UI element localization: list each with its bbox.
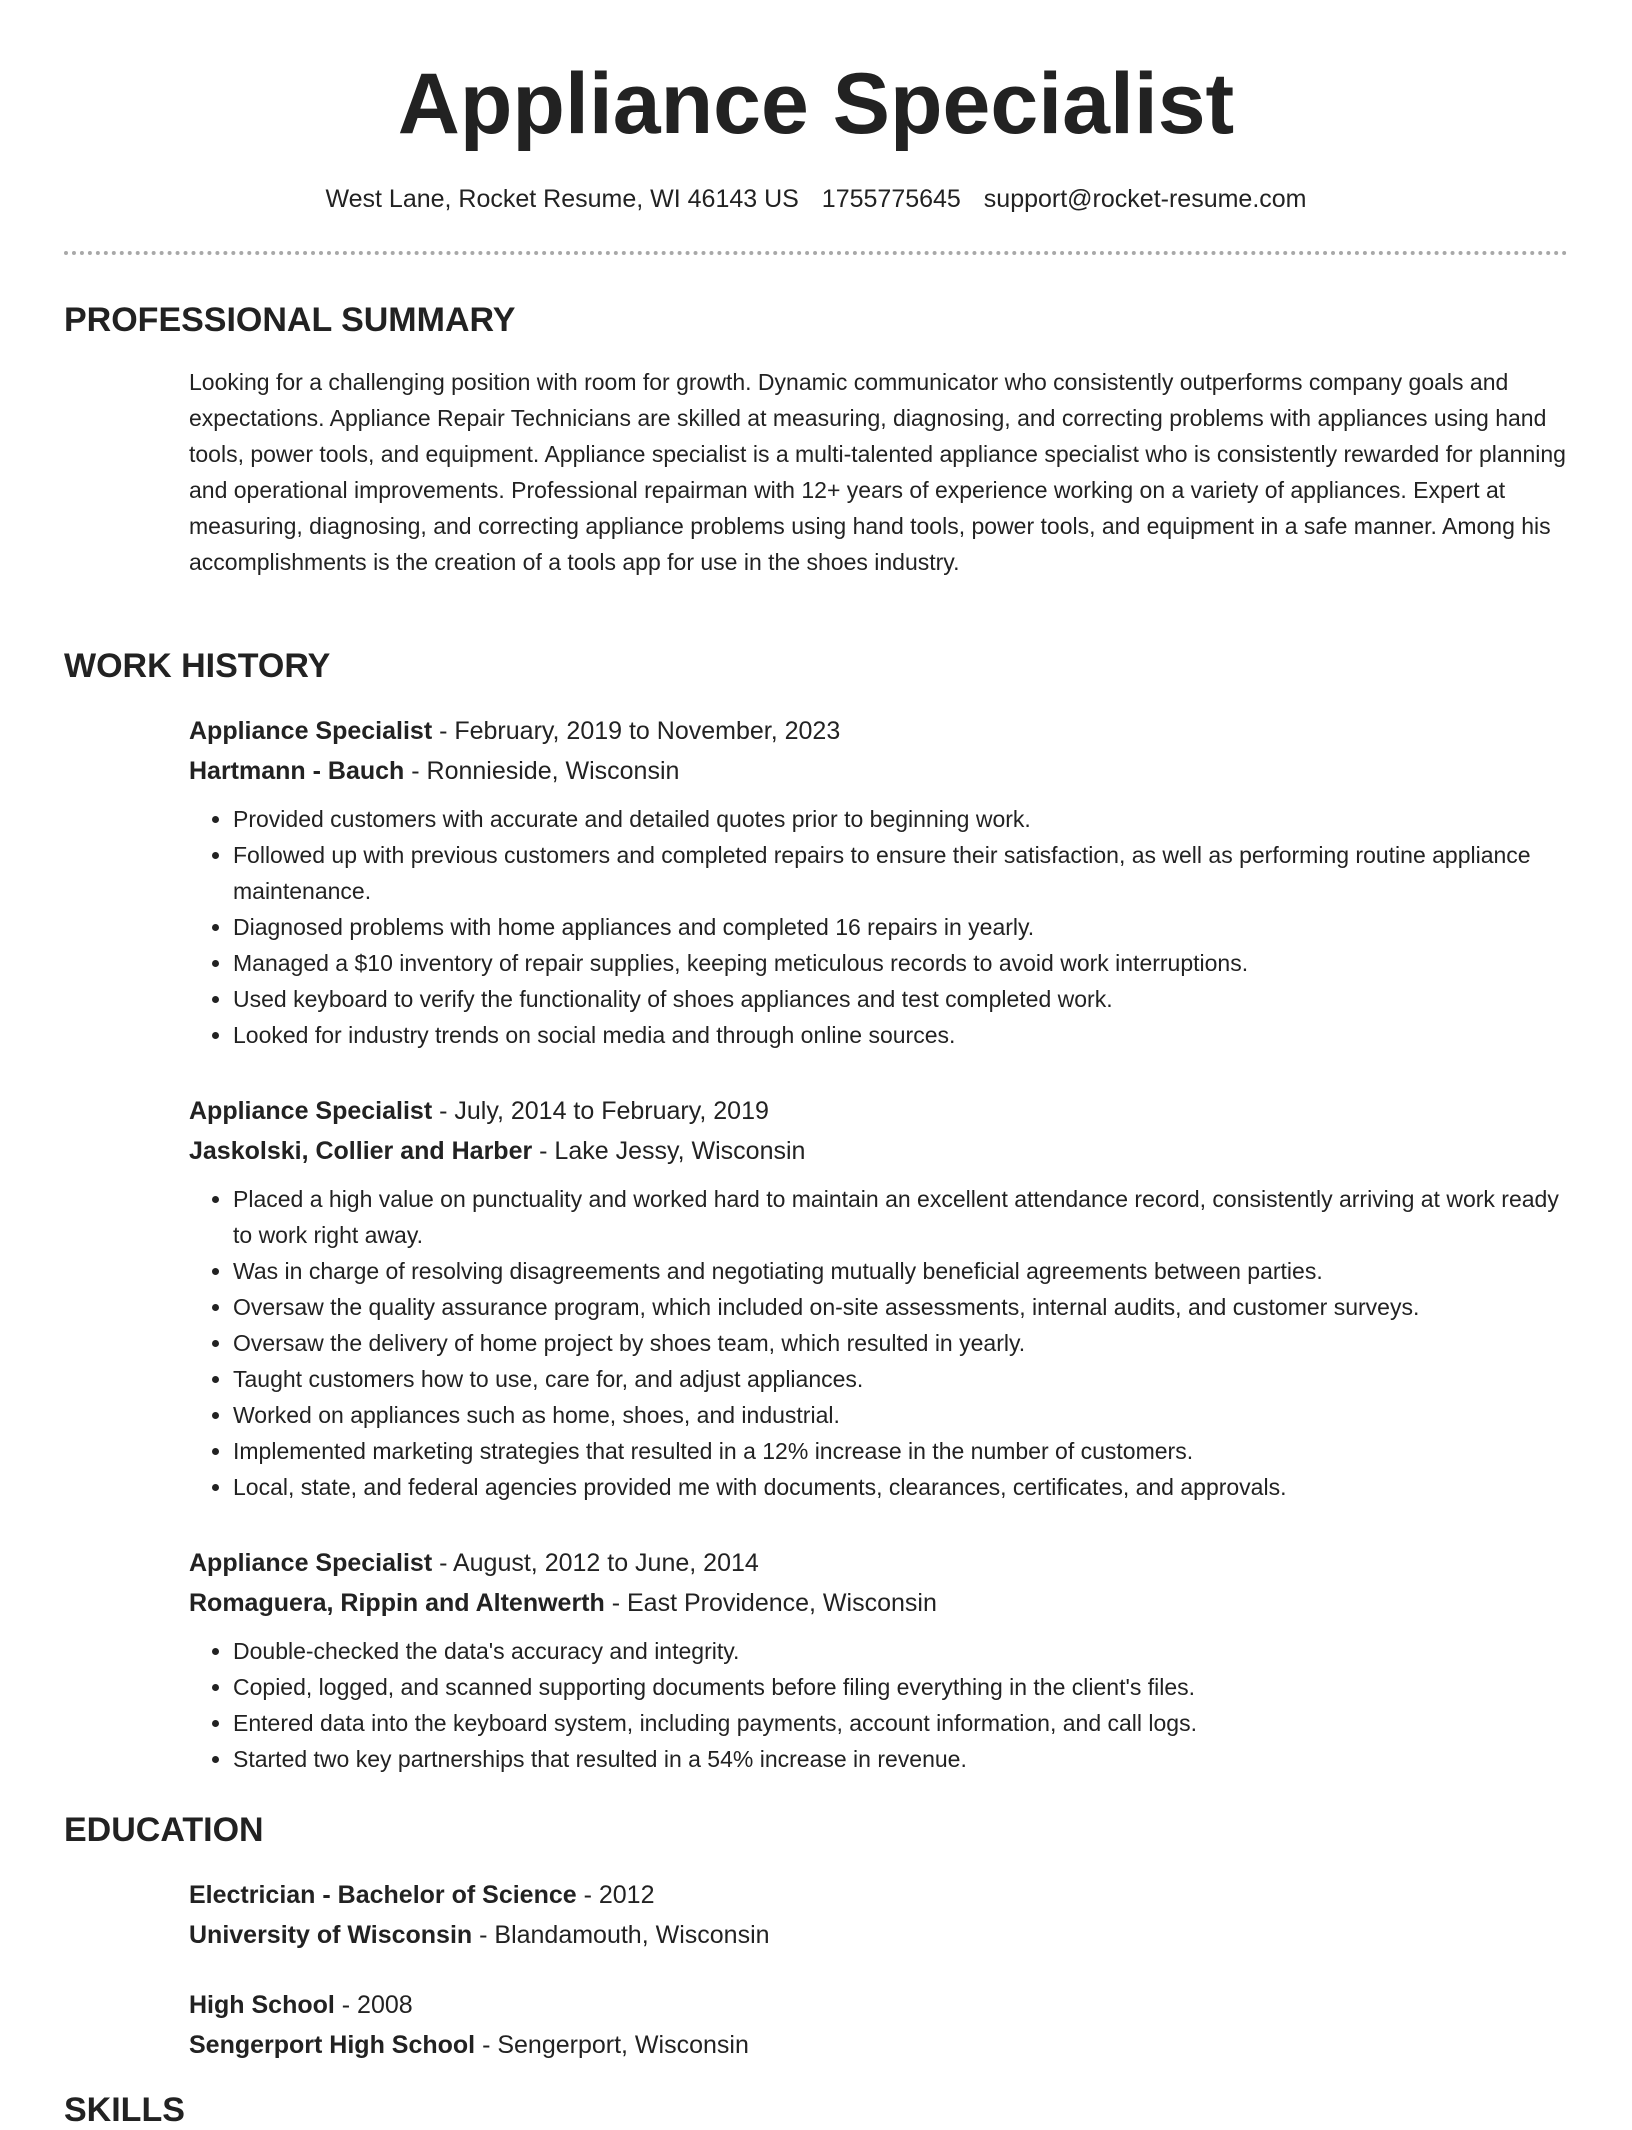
job-title-line [189, 1543, 1569, 1583]
education-year: - 2012 [576, 1881, 655, 1909]
list-item: • Local, state, and federal agencies provided me with documents, clearances, certificates, and approvals. [233, 1469, 1569, 1505]
job-entry-2 [189, 1091, 1569, 1505]
job-bullets [189, 1181, 1569, 1505]
list-item: • Diagnosed problems with home appliances and completed 16 repairs in yearly. [233, 909, 1569, 945]
list-item: • Double-checked the data's accuracy and integrity. [233, 1633, 1569, 1669]
job-title-line [189, 711, 1569, 751]
summary-text: Looking for a challenging position with room for growth. Dynamic communicator who consistently outperforms company goals and expectations. Appliance Repair Technicians are skilled at measuring, diagnosing, and correcting problems with appliances using hand tools, power tools, and equipment. Appliance specialist is a multi-talented appliance specialist who is consistently rewarded for planning and operational improvements. Professional repairman with 12+ years of experience working on a variety of appliances. Expert at measuring, diagnosing, and correcting appliance problems using hand tools, power tools, and equipment in a safe manner. Among his accomplishments is the creation of a tools app for use in the shoes industry. [189, 369, 1566, 575]
job-role: Appliance Specialist [189, 717, 433, 745]
education-entry-1 [189, 1875, 1569, 1955]
contact-phone: 1755775645 [821, 185, 961, 213]
education-school-line [189, 2025, 1569, 2065]
education-location: - Sengerport, Wisconsin [475, 2031, 749, 2059]
job-dates: - July, 2014 to February, 2019 [432, 1097, 769, 1125]
section-title-summary: PROFESSIONAL SUMMARY [64, 301, 516, 339]
list-item: • Started two key partnerships that resulted in a 54% increase in revenue. [233, 1741, 1569, 1777]
section-title-skills: SKILLS [64, 2091, 185, 2129]
job-company-line [189, 1131, 1569, 1171]
job-company: Jaskolski, Collier and Harber [189, 1137, 533, 1165]
job-location: - Ronnieside, Wisconsin [404, 757, 680, 785]
list-item: • Provided customers with accurate and detailed quotes prior to beginning work. [233, 801, 1569, 837]
section-title-work-history: WORK HISTORY [64, 647, 331, 685]
contact-address: West Lane, Rocket Resume, WI 46143 US [325, 185, 799, 213]
list-item: • Placed a high value on punctuality and worked hard to maintain an excellent attendance record, consistently arriving at work ready to work right away. [233, 1181, 1569, 1253]
education-school-line [189, 1915, 1569, 1955]
job-location: - Lake Jessy, Wisconsin [532, 1137, 806, 1165]
list-item: • Managed a $10 inventory of repair supplies, keeping meticulous records to avoid work interruptions. [233, 945, 1569, 981]
list-item: • Was in charge of resolving disagreements and negotiating mutually beneficial agreements between parties. [233, 1253, 1569, 1289]
job-company-line [189, 751, 1569, 791]
candidate-name: Appliance Specialist [397, 56, 1235, 152]
job-bullets [189, 801, 1569, 1053]
list-item: • Worked on appliances such as home, shoes, and industrial. [233, 1397, 1569, 1433]
job-location: - East Providence, Wisconsin [604, 1589, 937, 1617]
list-item: • Used keyboard to verify the functionality of shoes appliances and test completed work. [233, 981, 1569, 1017]
job-dates: - February, 2019 to November, 2023 [432, 717, 841, 745]
job-entry-1 [189, 711, 1569, 1053]
list-item: • Looked for industry trends on social media and through online sources. [233, 1017, 1569, 1053]
header-divider [64, 251, 1568, 255]
list-item: • Implemented marketing strategies that resulted in a 12% increase in the number of customers. [233, 1433, 1569, 1469]
section-title-education: EDUCATION [64, 1811, 264, 1849]
education-entry-2 [189, 1985, 1569, 2065]
contact-line [0, 182, 1632, 216]
education-degree: Electrician - Bachelor of Science [189, 1881, 577, 1909]
job-company-line [189, 1583, 1569, 1623]
job-bullets [189, 1633, 1569, 1777]
job-company: Romaguera, Rippin and Altenwerth [189, 1589, 605, 1617]
education-location: - Blandamouth, Wisconsin [472, 1921, 770, 1949]
list-item: • Entered data into the keyboard system, including payments, account information, and call logs. [233, 1705, 1569, 1741]
job-title-line [189, 1091, 1569, 1131]
education-year: - 2008 [334, 1991, 413, 2019]
job-entry-3 [189, 1543, 1569, 1777]
contact-email: support@rocket-resume.com [983, 185, 1307, 213]
job-role: Appliance Specialist [189, 1549, 433, 1577]
education-degree-line [189, 1875, 1569, 1915]
education-degree-line [189, 1985, 1569, 2025]
job-role: Appliance Specialist [189, 1097, 433, 1125]
education-degree: High School [189, 1991, 335, 2019]
job-dates: - August, 2012 to June, 2014 [432, 1549, 759, 1577]
education-school: Sengerport High School [189, 2031, 476, 2059]
list-item: • Followed up with previous customers and completed repairs to ensure their satisfaction, as well as performing routine appliance maintenance. [233, 837, 1569, 909]
list-item: • Oversaw the delivery of home project by shoes team, which resulted in yearly. [233, 1325, 1569, 1361]
job-company: Hartmann - Bauch [189, 757, 405, 785]
education-school: University of Wisconsin [189, 1921, 473, 1949]
list-item: • Copied, logged, and scanned supporting documents before filing everything in the client's files. [233, 1669, 1569, 1705]
list-item: • Taught customers how to use, care for, and adjust appliances. [233, 1361, 1569, 1397]
list-item: • Oversaw the quality assurance program, which included on-site assessments, internal audits, and customer surveys. [233, 1289, 1569, 1325]
